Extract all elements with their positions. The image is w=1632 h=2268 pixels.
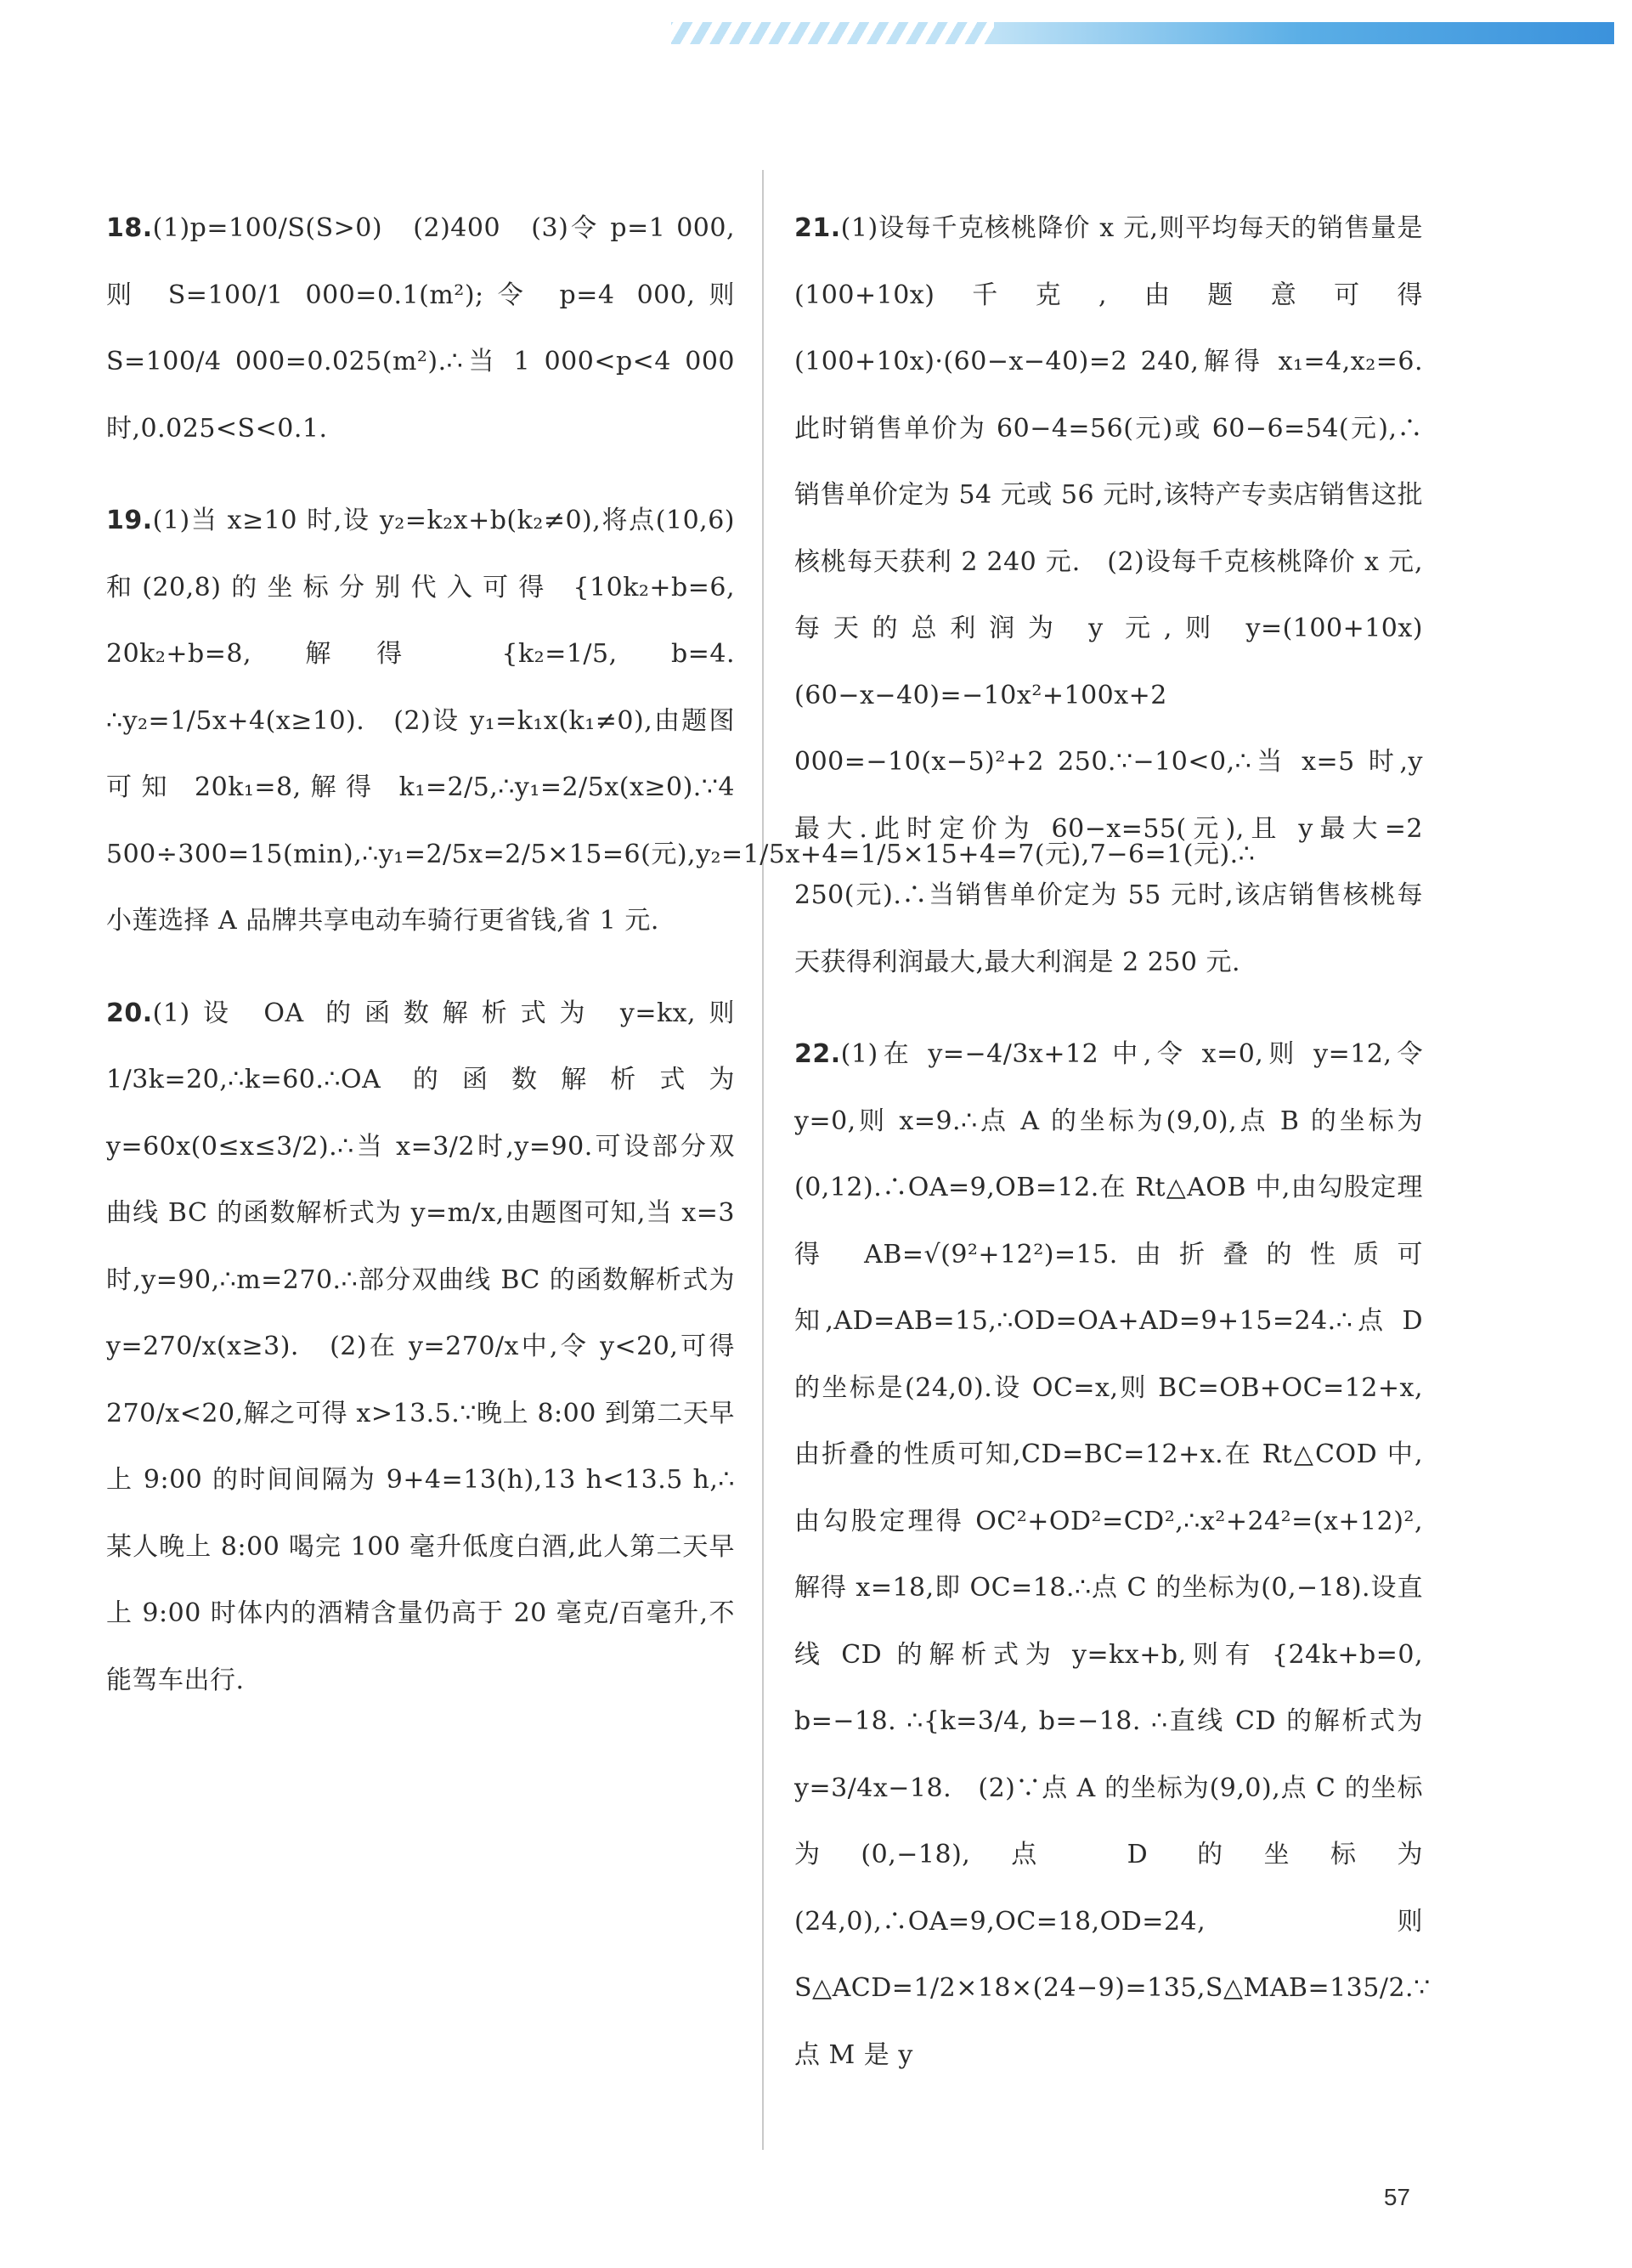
header-stripes — [671, 22, 994, 44]
answer-18 — [106, 195, 735, 462]
answer-text: (1)当 x≥10 时,设 y₂=k₂x+b(k₂≠0),将点(10,6)和(20,8)的坐标分别代入可得 {10k₂+b=6, 20k₂+b=8, 解得 {k₂=1/5, b=4. ∴y₂=1/5x+4(x≥10). (2)设 y₁=k₁x(k₁≠0),由题图可知 20k₁=8,解得 k₁=2/5,∴y₁=2/5x(x≥0).∵4 500÷300=15(min),∴y₁=2/5x=2/5×15=6(元),y₂=1/5x+4=1/5×15+4=7(元),7−6=1(元).∴小莲选择 A 品牌共享电动车骑行更省钱,省 1 元. — [106, 506, 1256, 936]
answer-number: 19. — [106, 506, 153, 535]
answer-text: (1)p=100/S(S>0) (2)400 (3)令 p=1 000,则 S=100/1 000=0.1(m²);令 p=4 000,则 S=100/4 000=0.025(m²).∴当 1 000<p<4 000 时,0.025<S<0.1. — [106, 213, 735, 444]
header-gradient-band — [994, 22, 1614, 44]
page-number: 57 — [1383, 2184, 1410, 2210]
answer-19 — [106, 488, 1256, 955]
answer-number: 22. — [794, 1039, 841, 1069]
column-divider — [762, 170, 764, 2150]
answer-21 — [794, 195, 1423, 996]
answer-text: (1)设每千克核桃降价 x 元,则平均每天的销售量是(100+10x)千克,由题意可得(100+10x)·(60−x−40)=2 240,解得 x₁=4,x₂=6.此时销售单价为 60−4=56(元)或 60−6=54(元),∴销售单价定为 54 元或 56 元时,该特产专卖店销售这批核桃每天获利 2 240 元. (2)设每千克核桃降价 x 元,每天的总利润为 y 元,则 y=(100+10x)(60−x−40)=−10x²+100x+2 000=−10(x−5)²+2 250.∵−10<0,∴当 x=5 时,y 最大.此时定价为 60−x=55(元),且 y最大=2 250(元).∴当销售单价定为 55 元时,该店销售核桃每天获得利润最大,最大利润是 2 250 元. — [794, 213, 1423, 977]
answer-number: 20. — [106, 998, 153, 1028]
header-decoration-bar — [671, 22, 1614, 44]
right-column — [794, 170, 1431, 2114]
answer-text: (1)在 y=−4/3x+12 中,令 x=0,则 y=12,令 y=0,则 x=9.∴点 A 的坐标为(9,0),点 B 的坐标为(0,12).∴OA=9,OB=12.在 Rt△AOB 中,由勾股定理得 AB=√(9²+12²)=15.由折叠的性质可知,AD=AB=15,∴OD=OA+AD=9+15=24.∴点 D 的坐标是(24,0).设 OC=x,则 BC=OB+OC=12+x,由折叠的性质可知,CD=BC=12+x.在 Rt△COD 中,由勾股定理得 OC²+OD²=CD²,∴x²+24²=(x+12)²,解得 x=18,即 OC=18.∴点 C 的坐标为(0,−18).设直线 CD 的解析式为 y=kx+b,则有 {24k+b=0, b=−18. ∴{k=3/4, b=−18. ∴直线 CD 的解析式为 y=3/4x−18. (2)∵点 A 的坐标为(9,0),点 C 的坐标为(0,−18),点 D 的坐标为(24,0),∴OA=9,OC=18,OD=24,则 S△ACD=1/2×18×(24−9)=135,S△MAB=135/2.∵点 M 是 y — [794, 1039, 1431, 2070]
answer-number: 21. — [794, 213, 841, 243]
answer-text: (1)设 OA 的函数解析式为 y=kx,则1/3k=20,∴k=60.∴OA 的函数解析式为 y=60x(0≤x≤3/2).∴当 x=3/2时,y=90.可设部分双曲线 BC 的函数解析式为 y=m/x,由题图可知,当 x=3 时,y=90,∴m=270.∴部分双曲线 BC 的函数解析式为 y=270/x(x≥3). (2)在 y=270/x中,令 y<20,可得270/x<20,解之可得 x>13.5.∵晚上 8:00 到第二天早上 9:00 的时间间隔为 9+4=13(h),13 h<13.5 h,∴某人晚上 8:00 喝完 100 毫升低度白酒,此人第二天早上 9:00 时体内的酒精含量仍高于 20 毫克/百毫升,不能驾车出行. — [106, 998, 735, 1695]
answer-number: 18. — [106, 213, 153, 243]
answer-20 — [106, 981, 735, 1715]
answer-22 — [794, 1021, 1431, 2089]
